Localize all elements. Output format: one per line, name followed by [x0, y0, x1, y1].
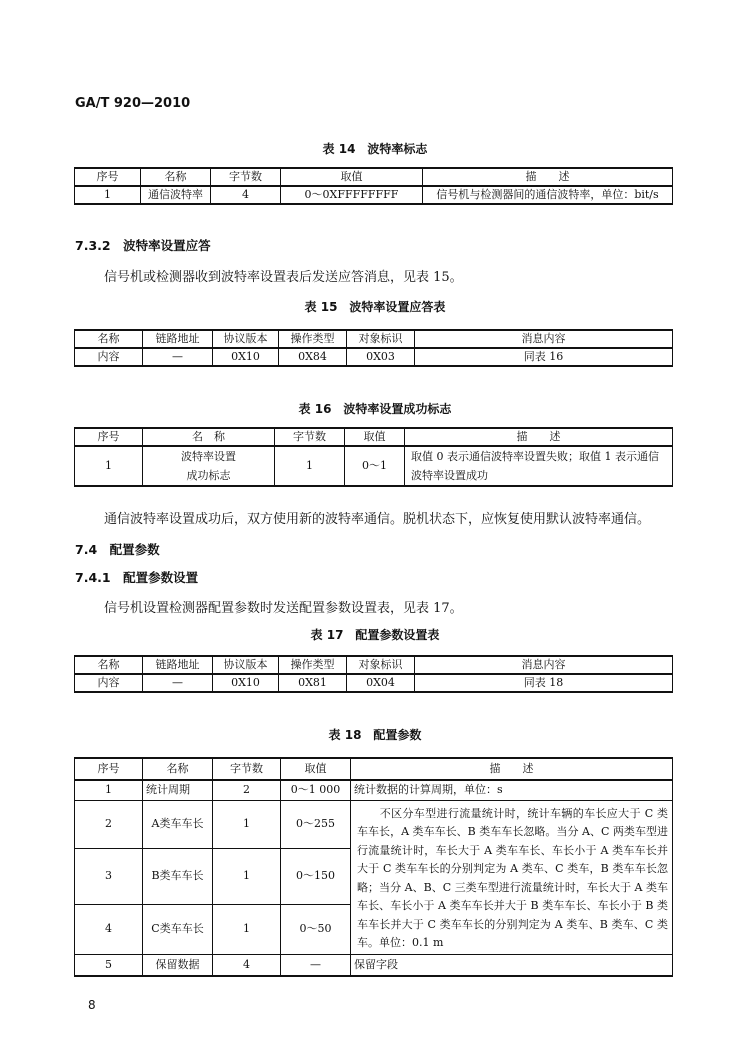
header-cell: 协议版本 [213, 656, 279, 674]
table-cell: 1 [213, 800, 281, 848]
table-cell: 1 [213, 904, 281, 954]
header-cell: 取值 [281, 168, 423, 186]
table-cell: 0X84 [279, 348, 347, 366]
table-cell: 0～255 [281, 800, 351, 848]
header-cell: 协议版本 [213, 330, 279, 348]
table-cell: 0X10 [213, 674, 279, 692]
header-cell: 描 述 [351, 758, 673, 780]
table-cell: 统计周期 [143, 780, 213, 800]
table-cell: 信号机与检测器间的通信波特率，单位：bit/s [423, 186, 673, 204]
header-cell: 对象标识 [347, 330, 415, 348]
header-cell: 消息内容 [415, 656, 673, 674]
header-cell: 名称 [143, 758, 213, 780]
table-cell: 同表 18 [415, 674, 673, 692]
table-cell: 5 [75, 954, 143, 976]
table-header-row [75, 758, 673, 780]
table-cell: 通信波特率 [141, 186, 211, 204]
table-header-row [75, 168, 673, 186]
header-cell: 名 称 [143, 428, 275, 446]
table-cell: 1 [75, 780, 143, 800]
table-cell: 0X04 [347, 674, 415, 692]
header-cell: 序号 [75, 758, 143, 780]
table-cell: 0～1 [345, 446, 405, 486]
header-cell: 字节数 [213, 758, 281, 780]
header-cell: 取值 [345, 428, 405, 446]
table-16 [74, 427, 673, 487]
table-cell: 4 [211, 186, 281, 204]
table-cell: 0～0XFFFFFFFF [281, 186, 423, 204]
table-row [75, 446, 673, 486]
table-cell: 保留数据 [143, 954, 213, 976]
table-18 [74, 757, 673, 977]
table-cell: 0X03 [347, 348, 415, 366]
table-14 [74, 167, 673, 205]
table-header-row [75, 428, 673, 446]
section-heading-7-3-2: 7.3.2 波特率设置应答 [75, 238, 211, 253]
table-header-row [75, 330, 673, 348]
header-cell: 序号 [75, 428, 143, 446]
table-cell: 2 [75, 800, 143, 848]
table-cell: 0X81 [279, 674, 347, 692]
header-cell: 操作类型 [279, 656, 347, 674]
header-cell: 字节数 [211, 168, 281, 186]
table-cell: 4 [75, 904, 143, 954]
table-cell: 1 [75, 186, 141, 204]
table-cell: 0X10 [213, 348, 279, 366]
table-cell: — [143, 674, 213, 692]
header-cell: 链路地址 [143, 330, 213, 348]
vehicle-length-description: 不区分车型进行流量统计时，统计车辆的车长应大于 C 类车车长，A 类车车长、B 类车车长忽略。当分 A、C 两类车型进行流量统计时，车长大于 A 类车车长、车长小于 A 类车车长并大于 C 类车车长的分别判定为 A 类车、C 类车，B 类车车长忽略；当分 A、B、C 三类车型进行流量统计时，车长大于 A 类车车长、车长小于 A 类车车长并大于 B 类车车长、车长小于 B 类车车长并大于 C 类车车长的分别判定为 A 类车、B 类车、C 类车。单位：0.1 m [351, 800, 673, 954]
table-cell: 内容 [75, 674, 143, 692]
header-cell: 链路地址 [143, 656, 213, 674]
table-cell: 0～50 [281, 904, 351, 954]
table-cell: 保留字段 [351, 954, 673, 976]
table-row [75, 674, 673, 692]
table-row [75, 954, 673, 976]
table-cell: C类车车长 [143, 904, 213, 954]
table-cell: — [281, 954, 351, 976]
paragraph: 信号机或检测器收到波特率设置表后发送应答消息，见表 15。 [104, 270, 463, 285]
table-cell: 1 [213, 848, 281, 904]
section-heading-7-4-1: 7.4.1 配置参数设置 [75, 570, 199, 585]
header-cell: 取值 [281, 758, 351, 780]
table-cell: 同表 16 [415, 348, 673, 366]
page-number: 8 [88, 998, 96, 1012]
table-header-row [75, 656, 673, 674]
section-heading-7-4: 7.4 配置参数 [75, 542, 160, 557]
table-row [75, 186, 673, 204]
table-cell: 4 [213, 954, 281, 976]
header-cell: 消息内容 [415, 330, 673, 348]
header-cell: 描 述 [405, 428, 673, 446]
table-cell: 0～150 [281, 848, 351, 904]
header-cell: 名称 [141, 168, 211, 186]
document-header: GA/T 920—2010 [75, 96, 191, 111]
header-cell: 对象标识 [347, 656, 415, 674]
table-cell: 1 [75, 446, 143, 486]
header-cell: 名称 [75, 656, 143, 674]
table-cell: 波特率设置 成功标志 [143, 446, 275, 486]
table-cell: A类车车长 [143, 800, 213, 848]
table-cell: — [143, 348, 213, 366]
table-cell: 内容 [75, 348, 143, 366]
table-cell: B类车车长 [143, 848, 213, 904]
table-cell: 0～1 000 [281, 780, 351, 800]
table-16-caption: 表 16 波特率设置成功标志 [298, 402, 452, 416]
table-17 [74, 655, 673, 693]
header-cell: 序号 [75, 168, 141, 186]
table-cell: 3 [75, 848, 143, 904]
table-cell: 统计数据的计算周期，单位：s [351, 780, 673, 800]
table-cell: 2 [213, 780, 281, 800]
header-cell: 操作类型 [279, 330, 347, 348]
paragraph: 通信波特率设置成功后，双方使用新的波特率通信。脱机状态下，应恢复使用默认波特率通信。 [104, 512, 651, 527]
header-cell: 描 述 [423, 168, 673, 186]
table-row [75, 780, 673, 800]
table-15 [74, 329, 673, 367]
paragraph: 信号机设置检测器配置参数时发送配置参数设置表，见表 17。 [104, 601, 463, 616]
table-row [75, 348, 673, 366]
table-18-caption: 表 18 配置参数 [328, 728, 422, 742]
header-cell: 字节数 [275, 428, 345, 446]
table-row [75, 800, 673, 848]
table-15-caption: 表 15 波特率设置应答表 [304, 300, 446, 314]
table-17-caption: 表 17 配置参数设置表 [310, 628, 440, 642]
header-cell: 名称 [75, 330, 143, 348]
table-14-caption: 表 14 波特率标志 [322, 142, 428, 156]
table-cell: 取值 0 表示通信波特率设置失败；取值 1 表示通信波特率设置成功 [405, 446, 673, 486]
table-cell: 1 [275, 446, 345, 486]
